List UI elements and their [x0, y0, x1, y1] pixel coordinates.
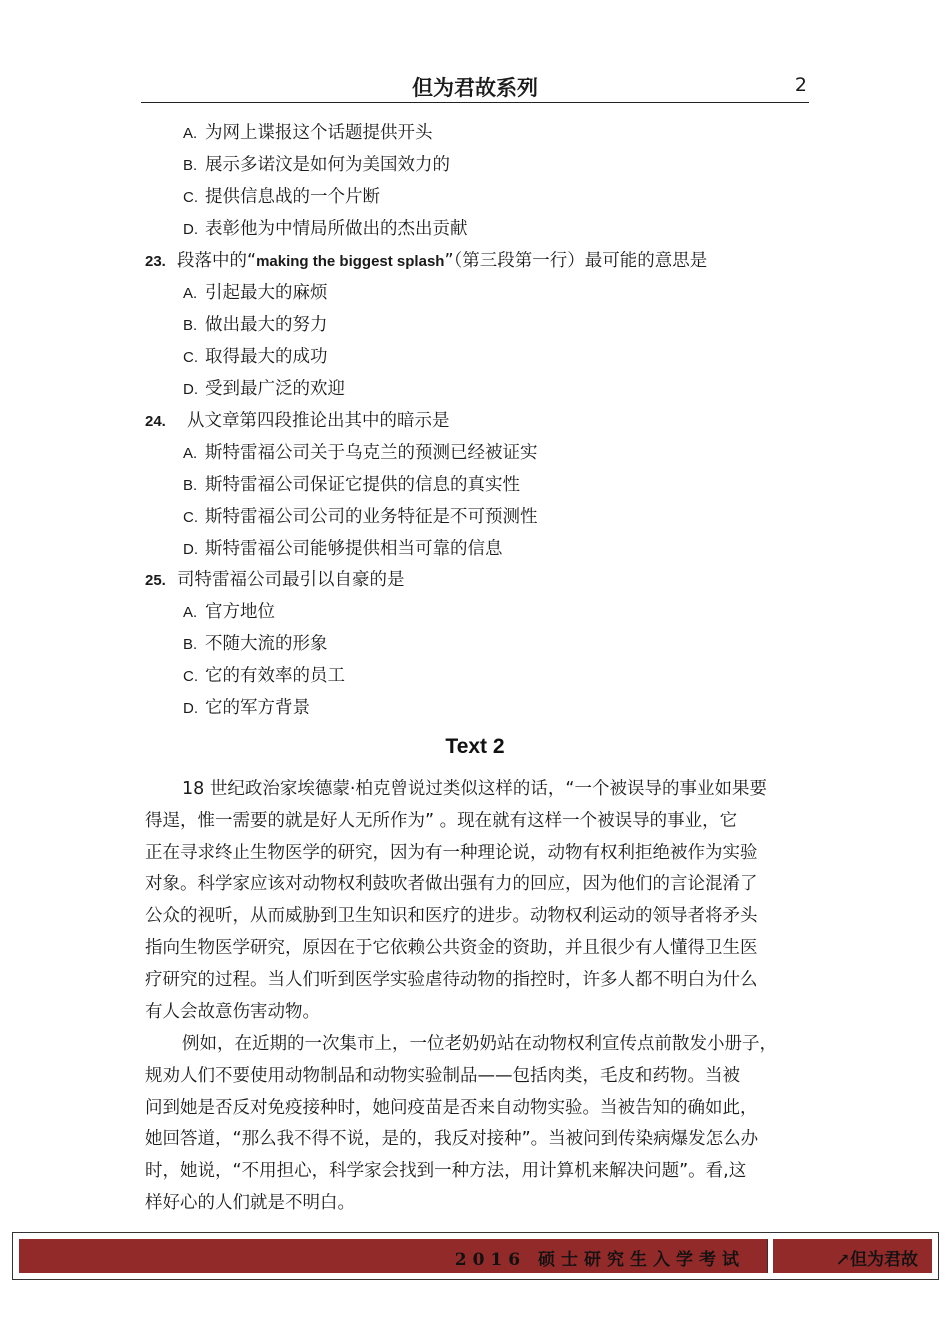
- q25-option-d: [183, 696, 310, 721]
- option-text: 斯特雷福公司能够提供相当可靠的信息: [205, 539, 503, 559]
- footer-brand-banner: [773, 1239, 932, 1273]
- paragraph-line: 得逞，惟一需要的就是好人无所作为” 。现在就有这样一个被误导的事业，它: [145, 810, 738, 831]
- question-text: ”（第三段第一行）最可能的意思是: [444, 251, 708, 271]
- option-marker: D.: [183, 221, 198, 238]
- option-marker: C.: [183, 189, 198, 206]
- option-text: 斯特雷福公司公司的业务特征是不可预测性: [205, 507, 538, 527]
- page-header: [141, 70, 809, 103]
- section-title: Text 2: [445, 735, 505, 758]
- option-text: 提供信息战的一个片断: [205, 187, 380, 207]
- option-text: 它的军方背景: [205, 698, 310, 718]
- paragraph-line: 公众的视听，从而威胁到卫生知识和医疗的进步。动物权利运动的领导者将矛头: [145, 906, 758, 927]
- option-marker: B.: [183, 477, 198, 494]
- option-text: 取得最大的成功: [205, 347, 328, 367]
- q24-option-a: [183, 441, 538, 466]
- option-marker: C.: [183, 668, 198, 685]
- option-text: 受到最广泛的欢迎: [205, 379, 345, 399]
- q24-option-c: [183, 505, 538, 530]
- option-text: 斯特雷福公司关于乌克兰的预测已经被证实: [205, 443, 538, 463]
- paragraph-line: 指向生物医学研究，原因在于它依赖公共资金的资助，并且很少有人懂得卫生医: [145, 937, 758, 958]
- option-text: 做出最大的努力: [205, 315, 328, 335]
- paragraph-line: 18 世纪政治家埃德蒙·柏克曾说过类似这样的话，“一个被误导的事业如果要: [182, 779, 767, 799]
- option-marker: B.: [183, 636, 198, 653]
- q24-option-d: [183, 537, 503, 562]
- q25-option-c: [183, 664, 345, 689]
- option-text: 展示多诺汶是如何为美国效力的: [205, 155, 450, 175]
- question-24: [145, 409, 450, 434]
- option-marker: C.: [183, 349, 198, 366]
- q22-option-a: [183, 121, 433, 146]
- paragraph-line: 对象。科学家应该对动物权利鼓吹者做出强有力的回应，因为他们的言论混淆了: [145, 874, 758, 895]
- option-marker: D.: [183, 700, 198, 717]
- q23-option-a: [183, 281, 328, 306]
- question-text: 司特雷福公司最引以自豪的是: [177, 570, 405, 590]
- q25-option-b: [183, 632, 328, 657]
- paragraph-1: [145, 774, 767, 1028]
- footer-exam-label: 2016 硕士研究生入学考试: [454, 1250, 745, 1270]
- question-number: 25.: [145, 572, 166, 589]
- paragraph-line: 规劝人们不要使用动物制品和动物实验制品——包括肉类，毛皮和药物。当被: [145, 1065, 740, 1086]
- question-text: 段落中的“: [177, 251, 257, 271]
- q22-option-b: [183, 153, 450, 178]
- question-text: 从文章第四段推论出其中的暗示是: [187, 411, 450, 431]
- option-text: 引起最大的麻烦: [205, 283, 328, 303]
- option-text: 为网上谍报这个话题提供开头: [205, 123, 433, 143]
- paragraph-line: 她回答道，“那么我不得不说，是的，我反对接种”。当被问到传染病爆发怎么办: [145, 1129, 759, 1150]
- paragraph-line: 正在寻求终止生物医学的研究，因为有一种理论说，动物有权利拒绝被作为实验: [145, 842, 758, 863]
- option-marker: A.: [183, 445, 198, 462]
- page-footer: [12, 1232, 939, 1280]
- option-marker: A.: [183, 125, 198, 142]
- q23-option-b: [183, 313, 328, 338]
- footer-exam-banner: [19, 1239, 768, 1273]
- q25-option-a: [183, 600, 275, 625]
- option-text: 不随大流的形象: [205, 634, 328, 654]
- q22-option-d: [183, 217, 468, 242]
- option-marker: B.: [183, 317, 198, 334]
- question-23: [145, 249, 707, 274]
- option-marker: D.: [183, 381, 198, 398]
- option-marker: B.: [183, 157, 198, 174]
- q23-option-d: [183, 377, 345, 402]
- option-marker: A.: [183, 604, 198, 621]
- paragraph-line: 时，她说，“不用担心，科学家会找到一种方法，用计算机来解决问题”。看,这: [145, 1161, 747, 1182]
- option-marker: C.: [183, 509, 198, 526]
- option-text: 官方地位: [205, 602, 275, 622]
- question-number: 23.: [145, 253, 166, 270]
- q22-option-c: [183, 185, 380, 210]
- page-number: 2: [794, 74, 807, 96]
- footer-brand-logo: ↗但为君故: [835, 1250, 918, 1270]
- option-text: 表彰他为中情局所做出的杰出贡献: [205, 219, 468, 239]
- paragraph-line: 问到她是否反对免疫接种时，她问疫苗是否来自动物实验。当被告知的确如此，: [145, 1097, 758, 1118]
- question-25: [145, 568, 405, 593]
- option-text: 它的有效率的员工: [205, 666, 345, 686]
- paragraph-line: 例如，在近期的一次集市上，一位老奶奶站在动物权利宣传点前散发小册子，: [182, 1034, 777, 1054]
- paragraph-2: [145, 1029, 777, 1220]
- header-title: 但为君故系列: [412, 76, 538, 100]
- paragraph-line: 样好心的人们就是不明白。: [145, 1192, 355, 1213]
- option-marker: A.: [183, 285, 198, 302]
- q23-option-c: [183, 345, 328, 370]
- option-text: 斯特雷福公司保证它提供的信息的真实性: [205, 475, 520, 495]
- paragraph-line: 有人会故意伤害动物。: [145, 1001, 320, 1022]
- paragraph-line: 疗研究的过程。当人们听到医学实验虐待动物的指控时，许多人都不明白为什么: [145, 969, 758, 990]
- q24-option-b: [183, 473, 520, 498]
- question-number: 24.: [145, 413, 166, 430]
- quoted-phrase: making the biggest splash: [256, 253, 445, 270]
- option-marker: D.: [183, 541, 198, 558]
